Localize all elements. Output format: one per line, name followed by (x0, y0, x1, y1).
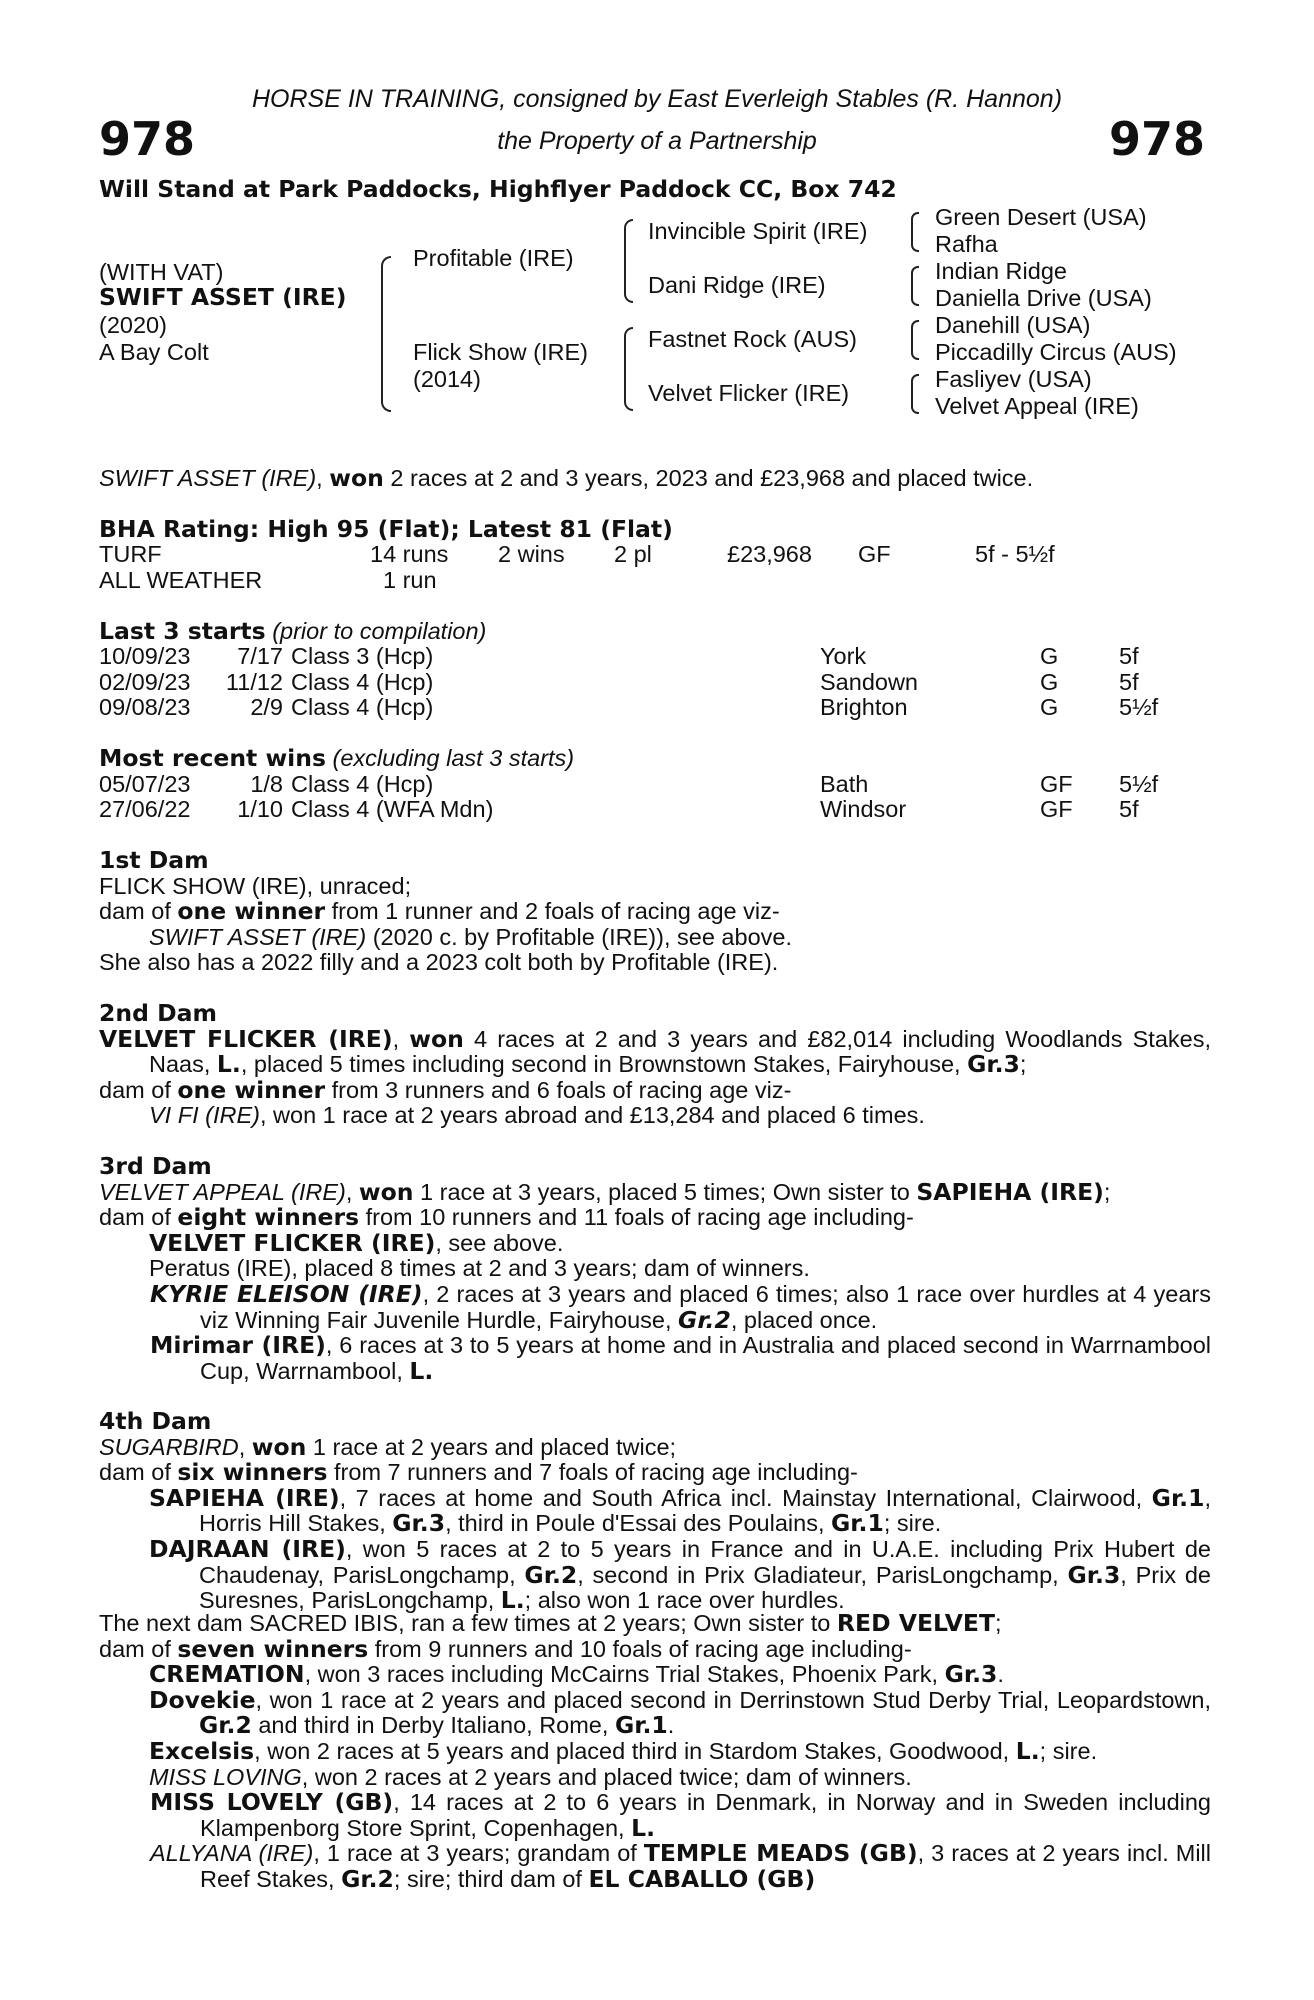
section-heading: 1st Dam (99, 846, 209, 874)
fourth-dam-section: 4th Dam SUGARBIRD, won 1 race at 2 years and placed twice; dam of six winners from 7 runners and 7 foals of racing age including- SAPIEHA (IRE), 7 races at home and South Africa incl. Mainstay International, Clairwood, Gr.1, Horris Hill Stakes, Gr.3, third in Poule d'Essai des Poulains, Gr.1; sire. DAJRAAN (IRE), won 5 races at 2 to 5 years in France and in U.A.E. including Prix Hubert de Chaudenay, ParisLongchamp, Gr.2, second in Prix Gladiateur, ParisLongchamp, Gr.3, Prix de Suresnes, ParisLongchamp, L.; also won 1 race over hurdles. (99, 1407, 1211, 1615)
bha-rating-heading: BHA Rating: High 95 (Flat); Latest 81 (Flat) (99, 515, 673, 543)
sire-dam-sire: Indian Ridge (935, 258, 1067, 284)
race-summary: SWIFT ASSET (IRE), won 2 races at 2 and 3 years, 2023 and £23,968 and placed twice. (99, 464, 1034, 492)
dam: Flick Show (IRE) (413, 339, 588, 365)
brace-ss (911, 212, 919, 252)
dam-dam-dam: Velvet Appeal (IRE) (935, 393, 1139, 419)
consignment-line: HORSE IN TRAINING, consigned by East Everleigh Stables (R. Hannon) (251, 85, 1063, 113)
foaling-year: (2020) (99, 312, 167, 338)
brace-sire (624, 219, 633, 303)
horse-description: A Bay Colt (99, 339, 209, 365)
dam-sire-dam: Piccadilly Circus (AUS) (935, 339, 1177, 365)
property-line: the Property of a Partnership (497, 127, 817, 155)
brace-dam (624, 327, 633, 411)
dam-dam: Velvet Flicker (IRE) (648, 380, 850, 406)
dam-dam-sire: Fasliyev (USA) (935, 366, 1092, 392)
vat-note: (WITH VAT) (99, 259, 224, 285)
recent-wins-heading: Most recent wins (excluding last 3 starts) (99, 744, 575, 772)
brace-ds (911, 320, 919, 360)
section-heading: 2nd Dam (99, 999, 217, 1027)
brace-dd (911, 374, 919, 414)
first-dam-section: 1st Dam FLICK SHOW (IRE), unraced; dam of one winner from 1 runner and 2 foals of racing age viz- SWIFT ASSET (IRE) (2020 c. by Profitable (IRE)), see above. She also has a 2022 filly and a 2023 colt both by Profitable (IRE). (99, 848, 1211, 976)
next-dam-section: The next dam SACRED IBIS, ran a few times at 2 years; Own sister to RED VELVET; dam of seven winners from 9 runners and 10 foals of racing age including- CREMATION, won 3 races including McCairns Trial Stakes, Phoenix Park, Gr.3. Dovekie, won 1 race at 2 years and placed second in Derrinstown Stud Derby Trial, Leopardstown, Gr.2 and third in Derby Italiano, Rome, Gr.1. Excelsis, won 2 races at 5 years and placed third in Stardom Stakes, Goodwood, L.; sire. MISS LOVING, won 2 races at 2 years and placed twice; dam of winners. MISS LOVELY (GB), 14 races at 2 to 6 years in Denmark, in Norway and in Sweden including Klampenborg Store Sprint, Copenhagen, L. ALLYANA (IRE), 1 race at 3 years; grandam of TEMPLE MEADS (GB), 3 races at 2 years incl. Mill Reef Stakes, Gr.2; sire; third dam of EL CABALLO (GB) (99, 1609, 1211, 1893)
sire-sire: Invincible Spirit (IRE) (648, 218, 868, 244)
sire-sire-sire: Green Desert (USA) (935, 204, 1147, 230)
brace-gen1 (381, 256, 391, 412)
stand-location: Will Stand at Park Paddocks, Highflyer Paddock CC, Box 742 (99, 175, 897, 203)
horse-name: SWIFT ASSET (IRE) (99, 283, 347, 311)
section-heading: 3rd Dam (99, 1152, 212, 1180)
dam-sire-sire: Danehill (USA) (935, 312, 1091, 338)
lot-number-right: 978 (1108, 112, 1205, 166)
dam-sire: Fastnet Rock (AUS) (648, 326, 857, 352)
section-heading: 4th Dam (99, 1407, 212, 1435)
sire: Profitable (IRE) (413, 245, 574, 271)
lot-number-left: 978 (99, 112, 196, 166)
dam-year: (2014) (413, 366, 481, 392)
brace-sd (911, 266, 919, 306)
sire-sire-dam: Rafha (935, 231, 998, 257)
sire-dam: Dani Ridge (IRE) (648, 272, 826, 298)
second-dam-section: 2nd Dam VELVET FLICKER (IRE), won 4 races at 2 and 3 years and £82,014 including Woodlands Stakes, Naas, L., placed 5 times including second in Brownstown Stakes, Fairyhouse, Gr.3; dam of one winner from 3 runners and 6 foals of racing age viz- VI FI (IRE), won 1 race at 2 years abroad and £13,284 and placed 6 times. (99, 999, 1211, 1129)
third-dam-section: 3rd Dam VELVET APPEAL (IRE), won 1 race at 3 years, placed 5 times; Own sister to SAPIEHA (IRE); dam of eight winners from 10 runners and 11 foals of racing age including- VELVET FLICKER (IRE), see above. Peratus (IRE), placed 8 times at 2 and 3 years; dam of winners. KYRIE ELEISON (IRE), 2 races at 3 years and placed 6 times; also 1 race over hurdles at 4 years viz Winning Fair Juvenile Hurdle, Fairyhouse, Gr.2, placed once. Mirimar (IRE), 6 races at 3 to 5 years at home and in Australia and placed second in Warrnambool Cup, Warrnambool, L. (99, 1152, 1212, 1385)
last-3-starts-heading: Last 3 starts (prior to compilation) (99, 617, 487, 645)
sire-dam-dam: Daniella Drive (USA) (935, 285, 1152, 311)
